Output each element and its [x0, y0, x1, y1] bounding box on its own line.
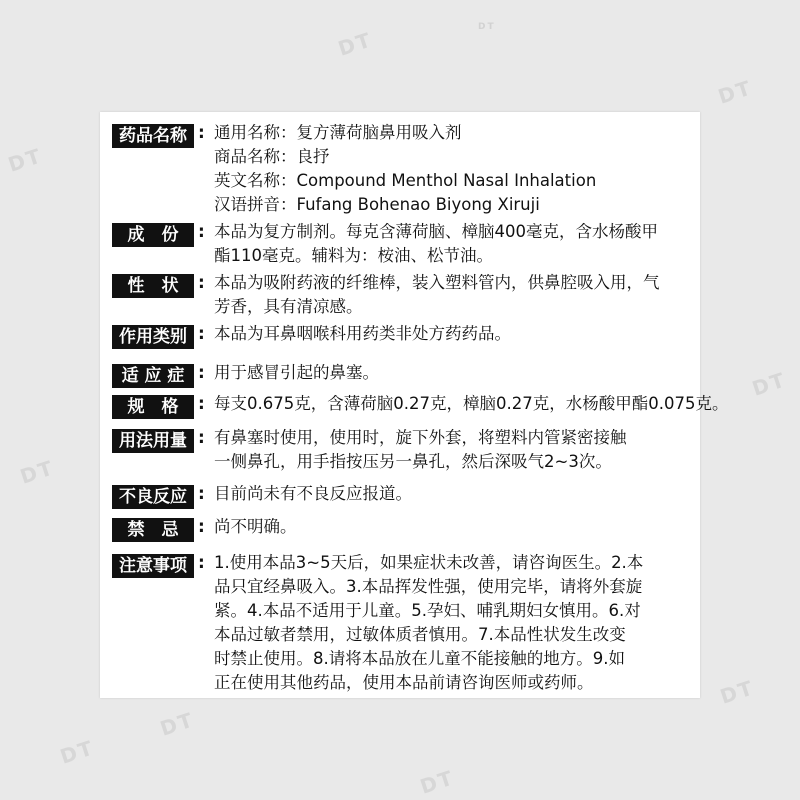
section-label-ingredients: 成 份 [112, 223, 194, 247]
adverse-reactions-line: 目前尚未有不良反应报道。 [214, 484, 412, 503]
precautions-line: 本品过敏者禁用，过敏体质者慎用。7.本品性状发生改变 [214, 625, 626, 644]
section-label-drug-name: 药品名称 [112, 124, 194, 148]
section-label-indications: 适 应 症 [112, 364, 194, 388]
watermark: DT [157, 707, 198, 741]
section-label-dosage: 用法用量 [112, 429, 194, 453]
section-label-adverse-reactions: 不良反应 [112, 485, 194, 509]
colon: : [198, 273, 205, 293]
dosage-line: 一侧鼻孔，用手指按压另一鼻孔，然后深吸气2~3次。 [214, 452, 612, 471]
contraindications-line: 尚不明确。 [214, 517, 297, 536]
section-label-category: 作用类别 [112, 325, 194, 349]
indications-line: 用于感冒引起的鼻塞。 [214, 363, 379, 382]
english-name: 英文名称：Compound Menthol Nasal Inhalation [214, 171, 597, 190]
watermark: DT [335, 27, 376, 61]
precautions-line: 正在使用其他药品，使用本品前请咨询医师或药师。 [214, 673, 594, 692]
dosage-line: 有鼻塞时使用，使用时，旋下外套，将塑料内管紧密接触 [214, 428, 627, 447]
section-label-specification: 规 格 [112, 395, 194, 419]
section-label-description: 性 状 [112, 274, 194, 298]
colon: : [198, 324, 205, 344]
watermark: DT [417, 765, 458, 799]
specification-line: 每支0.675克，含薄荷脑0.27克，樟脑0.27克，水杨酸甲酯0.075克。 [214, 394, 729, 413]
brand-name: 商品名称：良抒 [214, 147, 330, 166]
generic-name: 通用名称：复方薄荷脑鼻用吸入剂 [214, 123, 462, 142]
description-line: 芳香，具有清凉感。 [214, 297, 363, 316]
colon: : [198, 123, 205, 143]
colon: : [198, 553, 205, 573]
colon: : [198, 222, 205, 242]
colon: : [198, 484, 205, 504]
description-line: 本品为吸附药液的纤维棒，装入塑料管内，供鼻腔吸入用，气 [214, 273, 660, 292]
watermark: DT [749, 367, 790, 401]
colon: : [198, 363, 205, 383]
section-label-precautions: 注意事项 [112, 554, 194, 578]
section-label-contraindications: 禁 忌 [112, 518, 194, 542]
ingredients-line: 酯110毫克。辅料为：桉油、松节油。 [214, 246, 493, 265]
watermark: DT [57, 735, 98, 769]
pinyin-name: 汉语拼音：Fufang Bohenao Biyong Xiruji [214, 195, 540, 214]
watermark: DT [5, 143, 46, 177]
precautions-line: 1.使用本品3~5天后，如果症状未改善，请咨询医生。2.本 [214, 553, 644, 572]
precautions-line: 时禁止使用。8.请将本品放在儿童不能接触的地方。9.如 [214, 649, 625, 668]
category-line: 本品为耳鼻咽喉科用药类非处方药药品。 [214, 324, 511, 343]
watermark-top: DT [478, 22, 496, 32]
watermark: DT [717, 675, 758, 709]
precautions-line: 紧。4.本品不适用于儿童。5.孕妇、哺乳期妇女慎用。6.对 [214, 601, 641, 620]
ingredients-line: 本品为复方制剂。每克含薄荷脑、樟脑400毫克，含水杨酸甲 [214, 222, 658, 241]
watermark: DT [715, 75, 756, 109]
colon: : [198, 517, 205, 537]
watermark: DT [17, 455, 58, 489]
colon: : [198, 394, 205, 414]
precautions-line: 品只宜经鼻吸入。3.本品挥发性强，使用完毕，请将外套旋 [214, 577, 643, 596]
colon: : [198, 428, 205, 448]
